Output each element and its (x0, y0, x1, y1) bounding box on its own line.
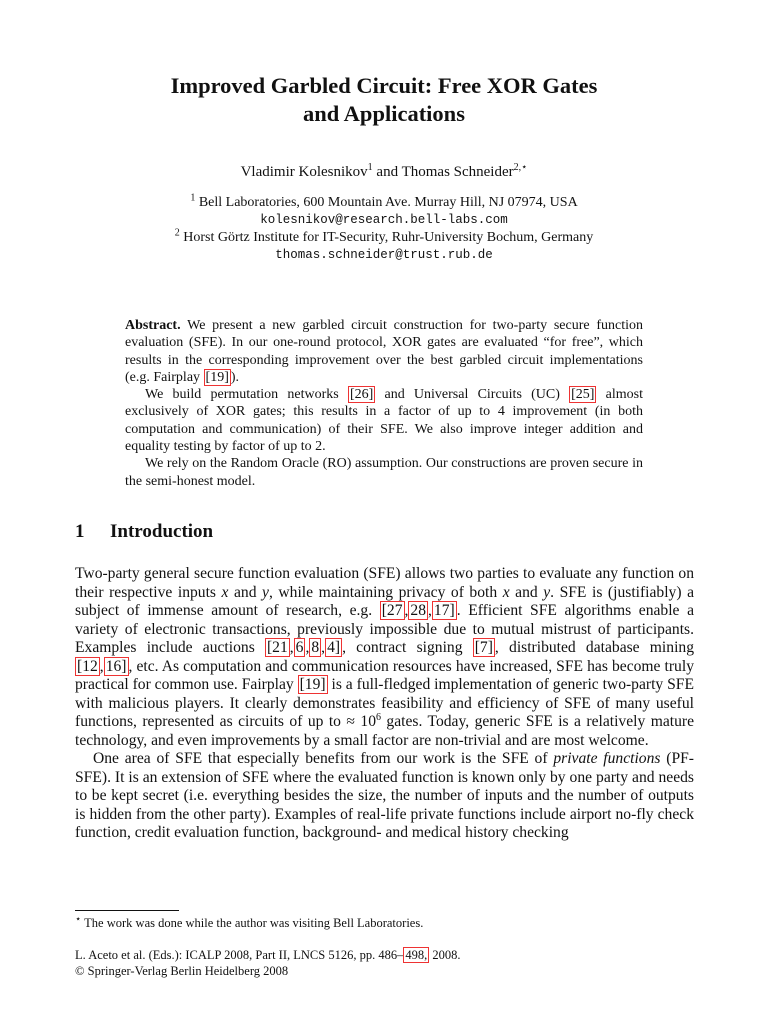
author-email: thomas.schneider@trust.rub.de (275, 247, 493, 262)
body-text-run: One area of SFE that especially benefits from our work is the SFE of (93, 750, 554, 767)
affiliation-text: Horst Görtz Institute for IT-Security, Ruhr-University Bochum, Germany (183, 230, 594, 245)
citation-link[interactable]: 17] (433, 602, 455, 619)
citation-link[interactable]: [7] (474, 639, 493, 656)
body-text-run: Two-party general secure function evaluation (SFE) allows two parties to evaluate any function on their respective inputs (75, 565, 694, 601)
paper-title (0, 72, 768, 128)
author-list (0, 162, 768, 182)
math-variable: y (543, 583, 551, 601)
emphasized-term: private functions (553, 750, 661, 767)
author-name: Thomas Schneider (401, 164, 514, 180)
body-paragraph (75, 750, 694, 843)
title-line-1: Improved Garbled Circuit: Free XOR Gates (170, 73, 598, 98)
footnote (75, 915, 694, 931)
abstract-paragraph (125, 386, 643, 455)
affiliation-text: Bell Laboratories, 600 Mountain Ave. Murray Hill, NJ 07974, USA (198, 195, 578, 210)
author-email: kolesnikov@research.bell-labs.com (260, 212, 508, 227)
copyright-line: © Springer-Verlag Berlin Heidelberg 2008 (75, 963, 289, 978)
affiliation-mark: 1 (367, 162, 373, 173)
footnote-rule (75, 910, 179, 911)
abstract-paragraph (125, 317, 643, 386)
citation-link[interactable]: [12 (77, 657, 98, 675)
body-text-run: , etc. As computation and communication resources have increased, SFE has become truly practical for common use. Fairplay (75, 657, 694, 693)
author-name: Vladimir Kolesnikov (240, 164, 368, 180)
body-text-run: (PF-SFE). It is an extension of SFE where the evaluated function is known only by one party and needs to be kept secret (i.e. everything besides the size, the number of inputs and the number of outputs is hidden from the other party). Examples of real-life private functions include airport no-fly check function, credit evaluation function, background- and medical history checking (75, 750, 694, 841)
citation-link[interactable]: 6 (295, 639, 304, 656)
body-text-run: . SFE is (justifiably) a subject of immense amount of research, e.g. (75, 583, 695, 619)
body-paragraph: Two-party general secure function evaluation (SFE) allows two parties to evaluate any function on their respective inputs x and y, while maintaining privacy of both x and y. SFE is (justifiably) a subject of immense amount of research, e.g. [27 , 28 , 17] . Efficient SFE algorithms enable a variety of electronic transactions, previously impossible due to mutual mistrust of participants. Examples include auctions [21 , 6 , 8 , 4] , contract signing [7] , distributed database mining [12 , 16] , etc. As computation and communication resources have increased, SFE has become truly practical for common use. Fairplay [19] is a full-fledged implementation of generic two-party SFE with malicious players. It clearly demonstrates feasibility and efficiency of SFE of many useful functions, represented as circuits of up to ≈ $10^6$ gates. Today, generic SFE is a relatively mature technology, and even improvements by a small factor are non-trivial and are most welcome. (75, 565, 695, 749)
body-text-run: , while maintaining privacy of both (268, 583, 503, 601)
page-range-link[interactable]: 498, (405, 948, 428, 962)
body-text-run: . Efficient SFE algorithms enable a variety of electronic transactions, previously impossible due to mutual mistrust of participants. Examples include auctions (75, 602, 694, 656)
citation-link[interactable]: [19] (299, 676, 326, 693)
citation-link[interactable]: 16] (105, 657, 127, 675)
citation-link[interactable]: [21 (266, 639, 288, 656)
math-variable: x (221, 583, 229, 601)
title-line-2: and Applications (303, 101, 465, 126)
citation-link[interactable]: [19] (205, 369, 229, 385)
section-title: Introduction (110, 521, 214, 542)
body-text (75, 565, 694, 843)
body-text-run: is a full-fledged implementation of generic two-party SFE with malicious players. It clearly demonstrates feasibility and efficiency of SFE of many useful functions, represented as circuits of up to ≈ 10 (75, 676, 694, 730)
citation-link[interactable]: 8 (311, 639, 320, 656)
affiliation-mark: 1 (190, 192, 196, 204)
body-text-run: , distributed database mining (494, 639, 694, 656)
abstract-paragraph: We rely on the Random Oracle (RO) assumption. Our constructions are proven secure in the semi-honest model. (125, 456, 643, 489)
credit-text: 2008. (429, 948, 461, 962)
affiliations (0, 194, 768, 264)
citation-line (75, 948, 694, 964)
affiliation-2 (0, 229, 768, 247)
body-text-run: and (509, 583, 544, 601)
section-number: 1 (75, 521, 85, 542)
citation-link[interactable]: [25] (571, 387, 595, 403)
affiliation-1 (0, 194, 768, 212)
citation-link[interactable]: 28 (410, 602, 426, 619)
math-variable: y (262, 583, 269, 601)
affiliation-mark: 2,⋆ (513, 162, 528, 173)
footnote-text: The work was done while the author was visiting Bell Laboratories. (84, 916, 424, 930)
abstract-text: We present a new garbled circuit construction for two-party secure function evaluation (SFE). In our one-round protocol, XOR gates are evaluated “for free”, which results in the corresponding improvement over the best garbled circuit implementations (e.g. Fairplay (125, 318, 643, 385)
footnote-mark: ⋆ (75, 913, 82, 925)
abstract-text: We build permutation networks (145, 387, 348, 403)
abstract (125, 317, 643, 490)
body-text-run: , contract signing (342, 639, 473, 656)
abstract-text: almost exclusively of XOR gates; this results in a factor of up to 4 improvement (in both computation and communication) of their SFE. We also improve integer addition and equality testing by factor of up to 2. (125, 387, 643, 455)
publication-credit (75, 948, 694, 979)
affiliation-mark: 2 (174, 227, 180, 239)
author-conjunction: and (376, 164, 399, 180)
math-variable: x (502, 583, 510, 601)
exponent: 6 (376, 711, 381, 723)
body-text-run: gates. Today, generic SFE is a relatively mature technology, and even improvements by a small factor are non-trivial and are most welcome. (75, 713, 694, 749)
citation-link[interactable]: [26] (349, 387, 374, 403)
abstract-text: ). (230, 369, 240, 385)
credit-text: L. Aceto et al. (Eds.): ICALP 2008, Part II, LNCS 5126, pp. 486– (75, 948, 404, 962)
abstract-text: and Universal Circuits (UC) (375, 387, 570, 403)
citation-link[interactable]: 4] (327, 639, 341, 656)
citation-link[interactable]: [27 (381, 602, 403, 619)
body-text-run: and (228, 583, 263, 601)
abstract-label: Abstract. (125, 318, 181, 333)
section-heading (75, 519, 213, 545)
